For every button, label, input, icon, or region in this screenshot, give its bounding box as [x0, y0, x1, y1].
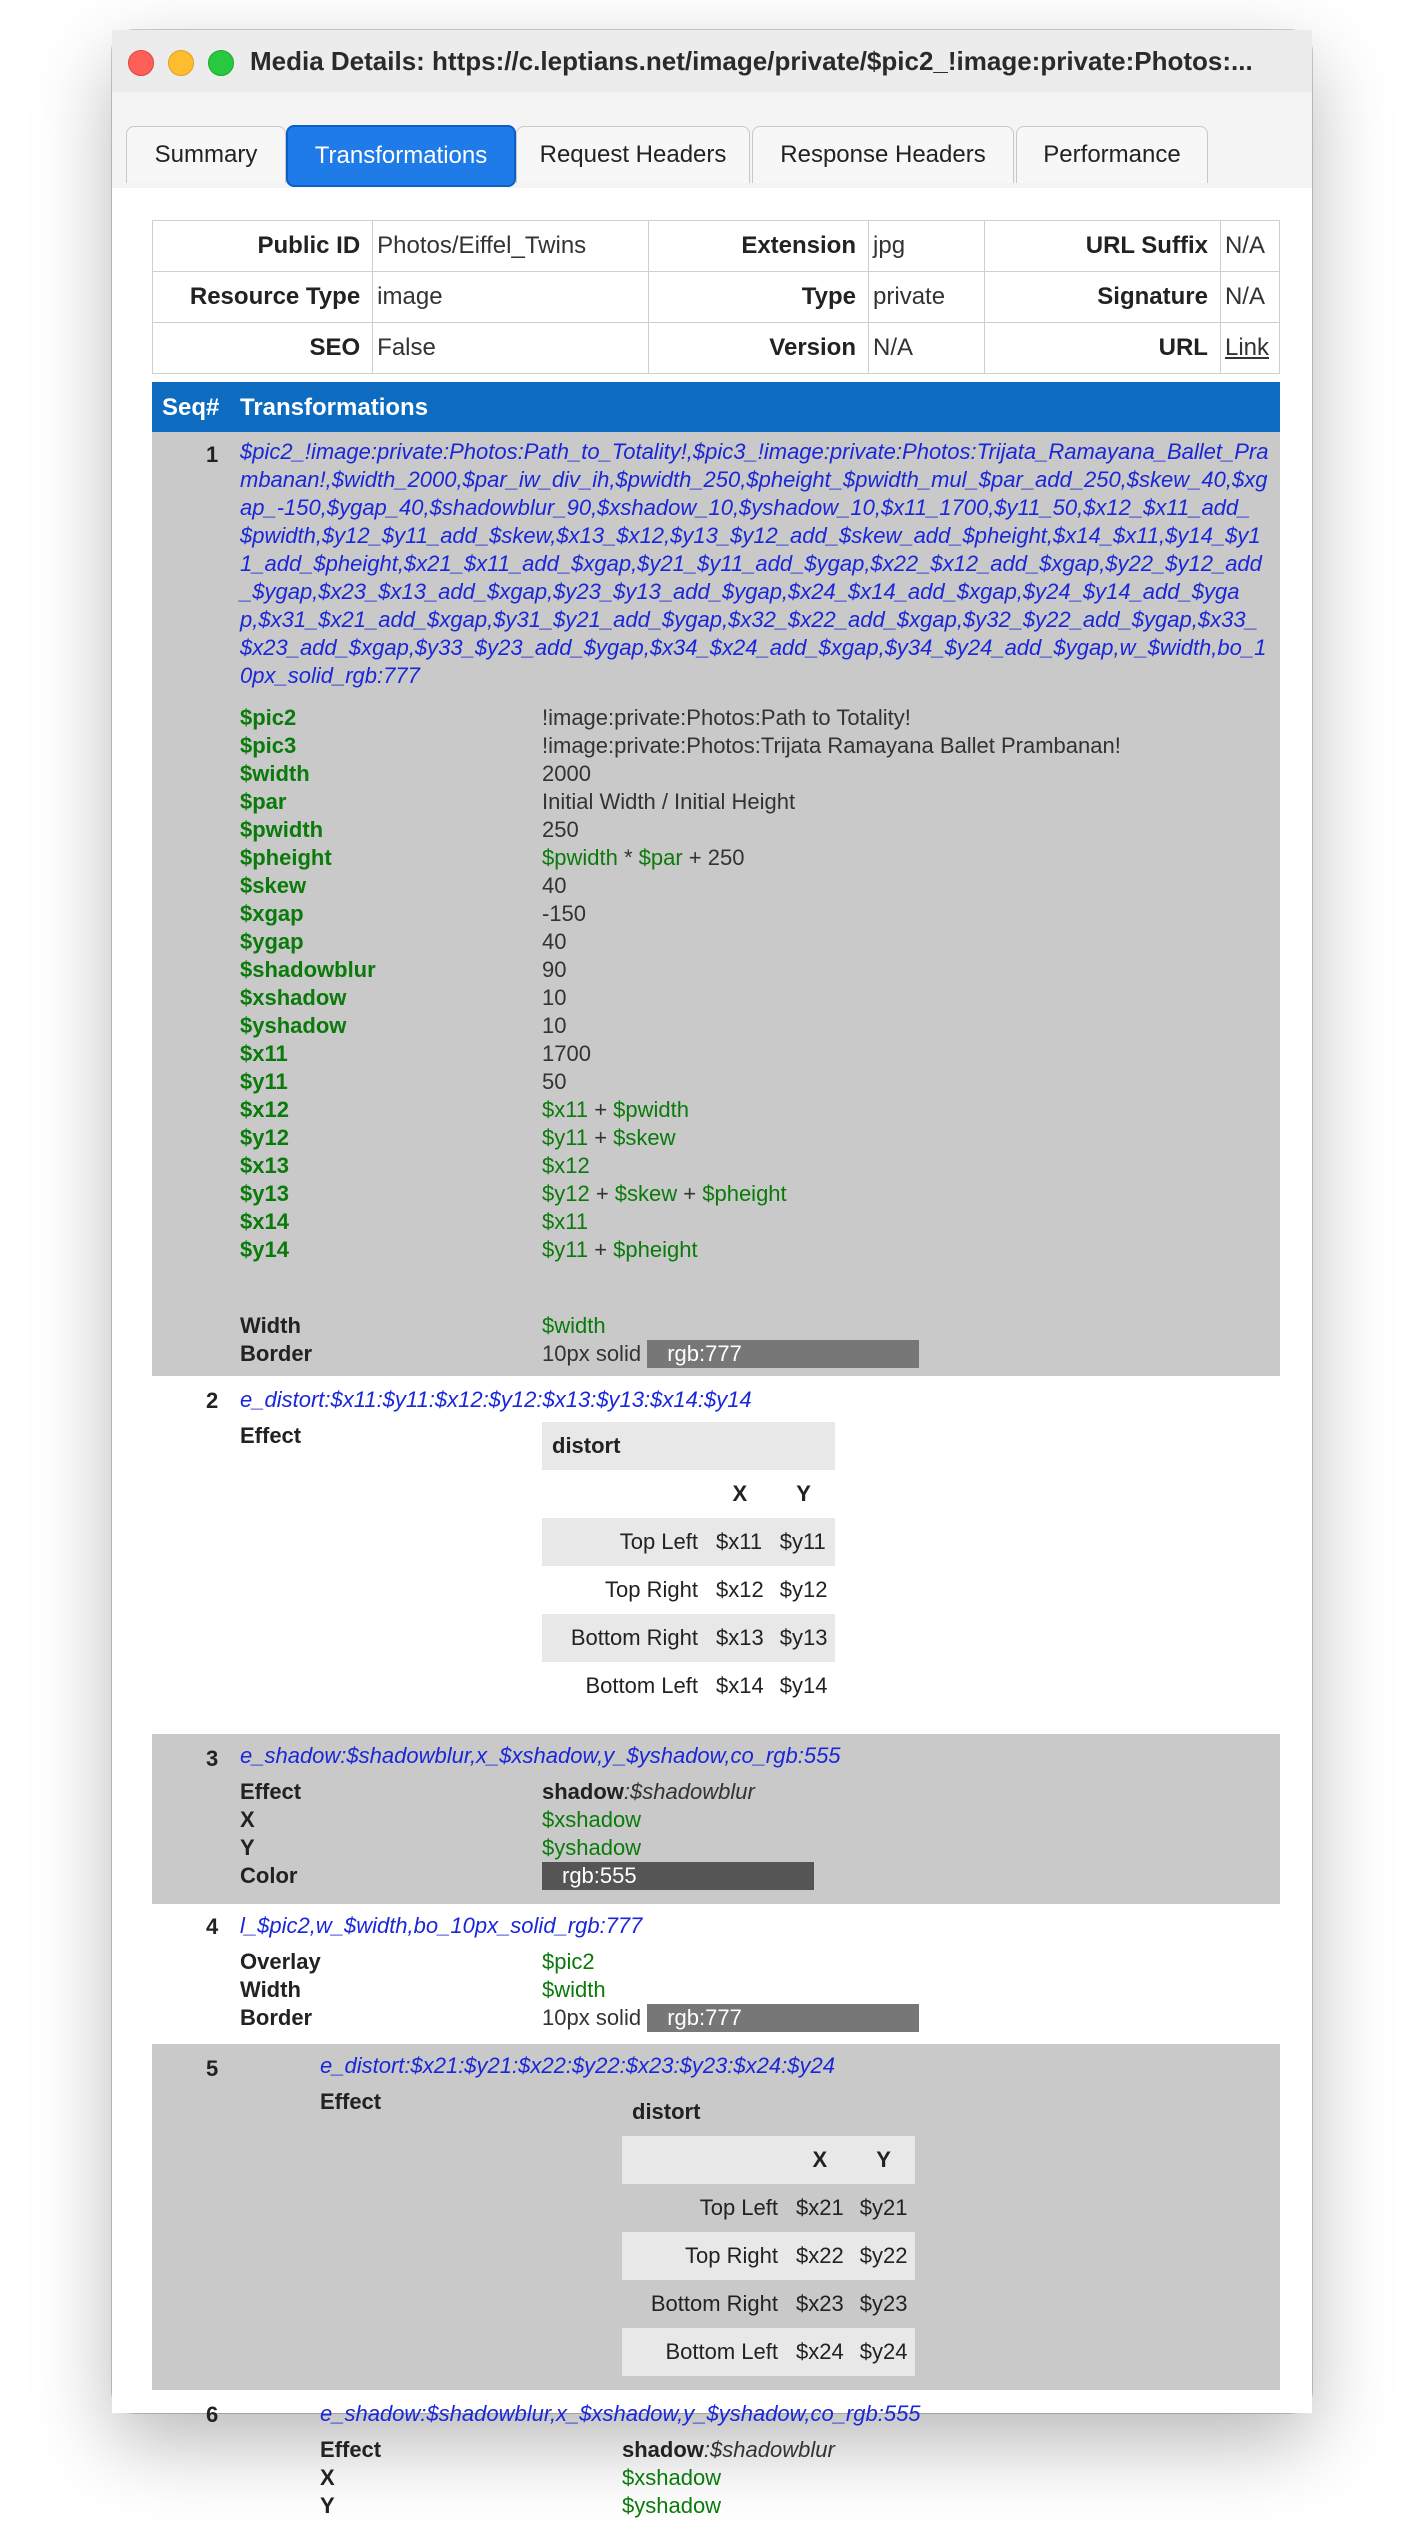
corner-y: $y24 — [859, 2339, 908, 2364]
version-label: Version — [648, 323, 868, 374]
width-value: $width — [542, 1977, 606, 2002]
variable-name: $y11 — [240, 1069, 288, 1094]
transformation-row-2 — [152, 1376, 1280, 1734]
type-label: Type — [648, 272, 868, 323]
effect-name: shadow — [542, 1779, 624, 1804]
variable-name: $pic3 — [240, 733, 297, 758]
variable-value: 90 — [542, 957, 567, 982]
variable-reference: $x11 — [542, 1209, 589, 1234]
title-bar — [112, 30, 1312, 93]
resource-type-value: image — [373, 272, 649, 323]
distort-table — [542, 1422, 835, 1710]
variable-name: $pheight — [240, 845, 332, 870]
variable-name: $pwidth — [240, 817, 324, 842]
corner-y: $y12 — [779, 1577, 828, 1602]
version-value: N/A — [869, 323, 985, 374]
variable-name: $x11 — [240, 1041, 288, 1066]
variable-value: 10 — [542, 985, 567, 1010]
url-label: URL — [985, 323, 1221, 374]
extension-label: Extension — [648, 221, 868, 272]
variable-reference: $y12 — [542, 1181, 590, 1206]
effect-label: Effect — [240, 1423, 302, 1448]
variable-name: $pic2 — [240, 705, 297, 730]
distort-table — [622, 2088, 915, 2376]
variable-reference: $skew — [613, 1125, 676, 1150]
corner-label: Bottom Left — [665, 2339, 778, 2364]
transformations-column-header: Transformations — [240, 394, 429, 421]
variable-reference: $pwidth — [542, 845, 618, 870]
operator-text: + — [588, 1237, 614, 1262]
corner-label: Top Right — [685, 2243, 778, 2268]
variable-reference: $x12 — [542, 1153, 590, 1178]
variable-value — [542, 844, 744, 872]
border-color-swatch: rgb:777 — [647, 1340, 919, 1368]
corner-label: Bottom Right — [650, 2291, 778, 2316]
transformation-code[interactable]: l_$pic2,w_$width,bo_10px_solid_rgb:777 — [240, 1913, 643, 1938]
seq-number: 4 — [206, 1914, 219, 1939]
variable-name: $y13 — [240, 1181, 289, 1206]
transformation-code[interactable]: e_distort:$x11:$y11:$x12:$y12:$x13:$y13:$x14:$y14 — [240, 1387, 752, 1412]
effect-value — [542, 1778, 755, 1806]
tab-response-headers[interactable]: Response Headers — [752, 126, 1014, 183]
variable-reference: $pheight — [702, 1181, 787, 1206]
effect-value — [622, 2436, 835, 2464]
variable-name: $par — [240, 789, 287, 814]
close-window-button[interactable] — [128, 50, 154, 76]
variable-name: $x14 — [240, 1209, 289, 1234]
resource-type-label: Resource Type — [153, 272, 373, 323]
effect-label: Effect — [240, 1779, 302, 1804]
variable-reference: $pheight — [613, 1237, 698, 1262]
operator-text: + — [588, 1125, 614, 1150]
corner-label: Top Left — [699, 2195, 778, 2220]
variable-value — [542, 1236, 698, 1264]
color-label: Color — [240, 1863, 298, 1888]
width-value: $width — [542, 1313, 606, 1338]
overlay-value: $pic2 — [542, 1949, 595, 1974]
variable-name: $width — [240, 761, 310, 786]
corner-x: $x24 — [796, 2339, 844, 2364]
seq-column-header: Seq# — [162, 394, 220, 421]
width-label: Width — [240, 1313, 301, 1338]
width-label: Width — [240, 1977, 301, 2002]
distort-title: distort — [542, 1422, 835, 1470]
transformation-code[interactable]: e_shadow:$shadowblur,x_$xshadow,y_$yshadow,co_rgb:555 — [320, 2401, 921, 2426]
transformation-row-3 — [152, 1734, 1280, 1904]
variable-name: $y14 — [240, 1237, 289, 1262]
seq-number: 2 — [206, 1388, 219, 1413]
tab-bar — [112, 92, 1312, 189]
url-suffix-value: N/A — [1220, 221, 1279, 272]
zoom-window-button[interactable] — [208, 50, 234, 76]
effect-param: :$shadowblur — [703, 2437, 835, 2462]
corner-label: Bottom Right — [570, 1625, 698, 1650]
overlay-label: Overlay — [240, 1949, 321, 1974]
variable-name: $x12 — [240, 1097, 289, 1122]
url-link[interactable]: Link — [1224, 334, 1269, 361]
variable-reference: $skew — [614, 1181, 678, 1206]
color-value — [542, 1862, 814, 1890]
variable-reference: $x11 — [542, 1097, 589, 1122]
shadow-color-swatch: rgb:555 — [542, 1862, 814, 1890]
border-label: Border — [240, 1341, 313, 1366]
variable-name: $yshadow — [240, 1013, 347, 1038]
type-value: private — [869, 272, 985, 323]
signature-label: Signature — [985, 272, 1221, 323]
public-id-value: Photos/Eiffel_Twins — [373, 221, 649, 272]
public-id-label: Public ID — [153, 221, 373, 272]
tab-transformations[interactable]: Transformations — [286, 125, 516, 187]
effect-param: :$shadowblur — [623, 1779, 755, 1804]
corner-y: $y23 — [859, 2291, 908, 2316]
variable-value: 50 — [542, 1069, 567, 1094]
variable-value: 10 — [542, 1013, 567, 1038]
variable-value: !image:private:Photos:Path to Totality! — [542, 705, 911, 730]
transformation-row-6 — [152, 2390, 1280, 2540]
url-suffix-label: URL Suffix — [985, 221, 1221, 272]
variable-reference: $pwidth — [613, 1097, 689, 1122]
tab-performance[interactable]: Performance — [1016, 126, 1208, 183]
operator-text: + — [677, 1181, 703, 1206]
variable-value: !image:private:Photos:Trijata Ramayana Ballet Prambanan! — [542, 733, 1121, 758]
distort-title: distort — [632, 2099, 701, 2124]
border-value — [542, 1340, 919, 1368]
tab-request-headers[interactable]: Request Headers — [516, 126, 750, 183]
seq-number: 1 — [206, 442, 219, 467]
border-color-swatch: rgb:777 — [647, 2004, 919, 2032]
corner-label: Bottom Left — [585, 1673, 698, 1698]
transformation-row-5 — [152, 2044, 1280, 2390]
window-title: Media Details: https://c.leptians.net/image/private/$pic2_!image:private:Photos:... — [250, 46, 1253, 76]
variable-value: 40 — [542, 929, 567, 954]
transformation-row-1 — [152, 432, 1280, 1376]
minimize-window-button[interactable] — [168, 50, 194, 76]
y-value: $yshadow — [622, 2493, 722, 2518]
variable-value — [542, 1152, 590, 1180]
operator-text: + — [588, 1097, 614, 1122]
seo-label: SEO — [153, 323, 373, 374]
transformation-row-4 — [152, 1904, 1280, 2044]
variable-value — [542, 1124, 676, 1152]
summary-table — [152, 220, 1280, 374]
effect-name: shadow — [622, 2437, 704, 2462]
extension-value: jpg — [869, 221, 985, 272]
seq-number: 6 — [206, 2402, 219, 2427]
corner-x: $x21 — [796, 2195, 844, 2220]
variable-value: 250 — [542, 817, 579, 842]
seq-number: 3 — [206, 1746, 219, 1771]
variable-name: $x13 — [240, 1153, 289, 1178]
variable-name: $xshadow — [240, 985, 347, 1010]
variable-reference: $y11 — [542, 1237, 589, 1262]
y-label: Y — [320, 2493, 335, 2518]
col-y-header: Y — [796, 1481, 811, 1506]
corner-label: Top Left — [619, 1529, 698, 1554]
variable-value: 1700 — [542, 1041, 591, 1066]
col-x-header: X — [812, 2147, 828, 2172]
transformation-code[interactable]: e_shadow:$shadowblur,x_$xshadow,y_$yshadow,co_rgb:555 — [240, 1743, 841, 1768]
corner-y: $y11 — [779, 1529, 826, 1554]
y-value: $yshadow — [542, 1835, 642, 1860]
corner-x: $x14 — [716, 1673, 764, 1698]
variable-value — [542, 1096, 689, 1124]
variable-name: $xgap — [240, 901, 304, 926]
variable-name: $skew — [240, 873, 307, 898]
operator-text: + 250 — [682, 845, 745, 870]
effect-label: Effect — [320, 2089, 382, 2114]
transformation-code[interactable]: e_distort:$x21:$y21:$x22:$y22:$x23:$y23:$x24:$y24 — [320, 2053, 835, 2078]
corner-x: $x11 — [716, 1529, 763, 1554]
border-value — [542, 2004, 919, 2032]
corner-x: $x12 — [716, 1577, 764, 1602]
border-label: Border — [240, 2005, 313, 2030]
operator-text: + — [589, 1181, 615, 1206]
border-width-style: 10px solid — [542, 2005, 642, 2030]
variable-value: -150 — [542, 901, 587, 926]
variable-name: $ygap — [240, 929, 304, 954]
variable-reference: $par — [638, 845, 683, 870]
transformation-code[interactable]: $pic2_!image:private:Photos:Path_to_Totality!,$pic3_!image:private:Photos:Trijata_Ramayana_Ballet_Prambanan!,$width_2000,$par_iw_div_ih,$pwidth_250,$pheight_$pwidth_mul_$par_add_250,$skew_40,$xgap_-150,$ygap_40,$shadowblur_90,$xshadow_10,$yshadow_10,$x11_1700,$y11_50,$x12_$x11_add_$pwidth,$y12_$y11_add_$skew,$x13_$x12,$y13_$y12_add_$skew_add_$pheight,$x14_$x11,$y14_$y11_add_$pheight,$x21_$x11_add_$xgap,$y21_$y11_add_$ygap,$x22_$x12_add_$xgap,$y22_$y12_add_$ygap,$x23_$x13_add_$xgap,$y23_$y13_add_$ygap,$x24_$x14_add_$xgap,$y24_$y14_add_$ygap,$x31_$x21_add_$xgap,$y31_$y21_add_$ygap,$x32_$x22_add_$xgap,$y32_$y22_add_$ygap,$x33_$x23_add_$xgap,$y33_$y23_add_$ygap,$x34_$x24_add_$xgap,$y34_$y24_add_$ygap,w_$width,bo_10px_solid_rgb:777 — [240, 439, 1269, 688]
variable-reference: $y11 — [542, 1125, 589, 1150]
signature-value: N/A — [1220, 272, 1279, 323]
x-value: $xshadow — [542, 1807, 642, 1832]
seo-value: False — [373, 323, 649, 374]
x-label: X — [240, 1807, 255, 1832]
variable-value — [542, 1180, 787, 1208]
variable-value: Initial Width / Initial Height — [542, 789, 796, 814]
effect-label: Effect — [320, 2437, 382, 2462]
corner-y: $y14 — [779, 1673, 828, 1698]
col-y-header: Y — [876, 2147, 891, 2172]
seq-number: 5 — [206, 2056, 219, 2081]
x-value: $xshadow — [622, 2465, 722, 2490]
y-label: Y — [240, 1835, 255, 1860]
corner-x: $x23 — [796, 2291, 844, 2316]
corner-x: $x13 — [716, 1625, 764, 1650]
variable-value: 2000 — [542, 761, 591, 786]
variable-value: 40 — [542, 873, 567, 898]
tab-summary[interactable]: Summary — [126, 126, 286, 183]
transformations-panel — [112, 188, 1312, 2518]
corner-y: $y13 — [779, 1625, 828, 1650]
corner-y: $y22 — [859, 2243, 908, 2268]
variable-name: $shadowblur — [240, 957, 376, 982]
corner-label: Top Right — [605, 1577, 698, 1602]
col-x-header: X — [732, 1481, 748, 1506]
transformations-header — [152, 382, 1280, 432]
corner-x: $x22 — [796, 2243, 844, 2268]
corner-y: $y21 — [859, 2195, 908, 2220]
x-label: X — [320, 2465, 335, 2490]
operator-text: * — [617, 845, 639, 870]
border-width-style: 10px solid — [542, 1341, 642, 1366]
variable-name: $y12 — [240, 1125, 289, 1150]
variable-value — [542, 1208, 588, 1236]
media-details-window — [112, 30, 1312, 2518]
